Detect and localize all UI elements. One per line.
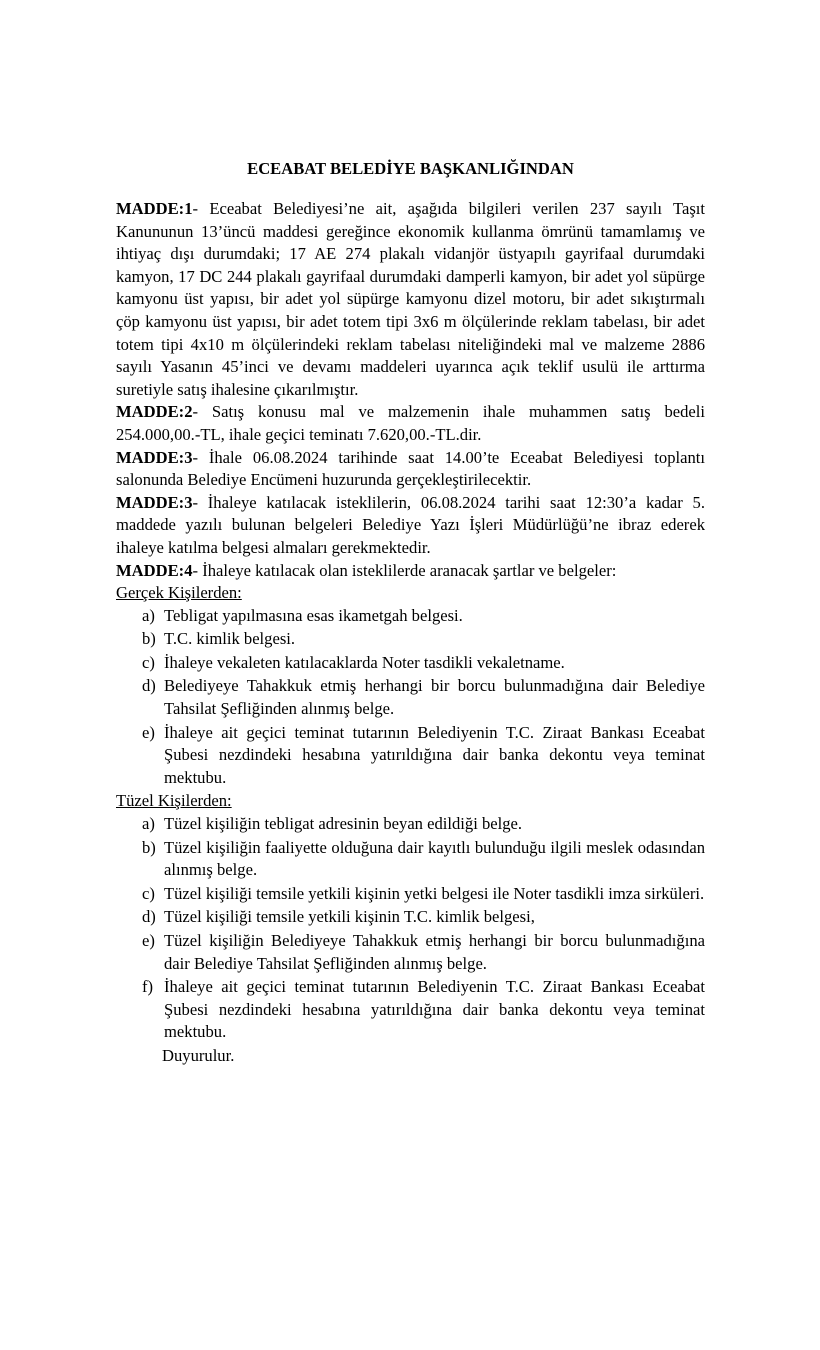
madde-1 bbox=[116, 198, 705, 401]
list-marker: b) bbox=[142, 837, 156, 857]
tuzel-kisiler-heading: Tüzel Kişilerden: bbox=[116, 791, 232, 811]
list-marker: f) bbox=[142, 977, 154, 997]
document-title: ECEABAT BELEDİYE BAŞKANLIĞINDAN bbox=[247, 159, 574, 178]
gercek-kisiler-list bbox=[116, 605, 705, 790]
list-item-text: T.C. kimlik belgesi. bbox=[164, 629, 296, 649]
list-item bbox=[116, 722, 705, 790]
madde-text: - İhaleye katılacak isteklilerin, 06.08.2024 tarihi saat 12:30’a kadar 5. maddede yazılı bulunan belgeleri Belediye Yazı İşleri Müdürlüğü’ne ibraz ederek ihaleye katılma belgesi almaları gerekmektedir. bbox=[116, 492, 705, 557]
madde-label: MADDE:2 bbox=[116, 402, 193, 422]
list-item bbox=[116, 837, 705, 882]
list-item-text: İhaleye ait geçici teminat tutarının Belediyenin T.C. Ziraat Bankası Eceabat Şubesi nezdindeki hesabına yatırıldığına dair banka dekontu veya teminat mektubu. bbox=[164, 977, 705, 1042]
list-marker: c) bbox=[142, 652, 155, 672]
list-item bbox=[116, 813, 705, 836]
list-item bbox=[116, 605, 705, 628]
list-item-text: Tüzel kişiliği temsile yetkili kişinin yetki belgesi ile Noter tasdikli imza sirküleri. bbox=[164, 883, 705, 903]
madde-label: MADDE:3 bbox=[116, 447, 193, 467]
list-item-text: İhaleye ait geçici teminat tutarının Belediyenin T.C. Ziraat Bankası Eceabat Şubesi nezdindeki hesabına yatırıldığına dair banka dekontu veya teminat mektubu. bbox=[164, 722, 705, 787]
list-item-text: Tüzel kişiliğin faaliyette olduğuna dair kayıtlı bulunduğu ilgili meslek odasından alınmış belge. bbox=[164, 837, 705, 880]
list-item bbox=[116, 652, 705, 675]
madde-text: - İhaleye katılacak olan isteklilerde aranacak şartlar ve belgeler: bbox=[192, 560, 617, 580]
madde-text: - İhale 06.08.2024 tarihinde saat 14.00’te Eceabat Belediyesi toplantı salonunda Belediye Encümeni huzurunda gerçekleştirilecektir. bbox=[116, 447, 705, 490]
document-body bbox=[116, 158, 705, 1068]
list-item-text: Tüzel kişiliğin tebligat adresinin beyan edildiği belge. bbox=[164, 814, 523, 834]
gercek-kisiler-heading: Gerçek Kişilerden: bbox=[116, 583, 242, 603]
madde-label: MADDE:4 bbox=[116, 560, 193, 580]
list-marker: a) bbox=[142, 814, 155, 834]
madde-3a bbox=[116, 447, 705, 492]
list-marker: e) bbox=[142, 722, 155, 742]
list-item-text: Tüzel kişiliği temsile yetkili kişinin T.C. kimlik belgesi, bbox=[164, 907, 535, 927]
tuzel-kisiler-list bbox=[116, 813, 705, 1044]
list-item bbox=[116, 976, 705, 1044]
list-marker: a) bbox=[142, 605, 155, 625]
closing-text: Duyurulur. bbox=[162, 1045, 235, 1065]
list-item-text: Belediyeye Tahakkuk etmiş herhangi bir borcu bulunmadığına dair Belediye Tahsilat Şefliğinden alınmış belge. bbox=[164, 676, 705, 719]
list-item-text: Tebligat yapılmasına esas ikametgah belgesi. bbox=[164, 605, 463, 625]
list-marker: b) bbox=[142, 629, 156, 649]
list-item bbox=[116, 628, 705, 651]
list-marker: e) bbox=[142, 931, 155, 950]
list-item bbox=[116, 675, 705, 720]
list-item-text: Tüzel kişiliğin Belediyeye Tahakkuk etmiş herhangi bir borcu bulunmadığına dair Belediye Tahsilat Şefliğinden alınmış belge. bbox=[164, 931, 705, 973]
list-item-text: İhaleye vekaleten katılacaklarda Noter tasdikli vekaletname. bbox=[164, 652, 565, 672]
madde-4 bbox=[116, 560, 705, 583]
madde-3b bbox=[116, 492, 705, 560]
list-marker: d) bbox=[142, 907, 156, 927]
madde-label: MADDE:1 bbox=[116, 199, 193, 218]
list-item bbox=[116, 906, 705, 929]
madde-2 bbox=[116, 401, 705, 446]
madde-text: - Eceabat Belediyesi’ne ait, aşağıda bilgileri verilen 237 sayılı Taşıt Kanununun 13’üncü maddesi gereğince ekonomik kullanma ömrünü tamamlamış ve ihtiyaç dışı durumdaki; 17 AE 274 plakalı vidanjör üstyapılı gayrifaal durumdaki kamyon, 17 DC 244 plakalı gayrifaal durumdaki damperli kamyon, bir adet yol süpürge kamyonu üst yapısı, bir adet yol süpürge kamyonu dizel motoru, bir adet sıkıştırmalı çöp kamyonu üst yapısı, bir adet totem tipi 3x6 m ölçülerinde reklam tabelası, bir adet totem tipi 4x10 m ölçülerindeki reklam tabelası niteliğindeki mal ve malzeme 2886 sayılı Yasanın 45’inci ve devamı maddeleri uyarınca açık teklif usulü ile arttırma suretiyle satış ihalesine çıkarılmıştır. bbox=[116, 199, 705, 399]
list-item bbox=[116, 883, 705, 906]
madde-label: MADDE:3 bbox=[116, 492, 193, 512]
list-marker: c) bbox=[142, 883, 155, 903]
list-marker: d) bbox=[142, 676, 156, 696]
list-item bbox=[116, 930, 705, 975]
madde-text: - Satış konusu mal ve malzemenin ihale muhammen satış bedeli 254.000,00.-TL, ihale geçici teminatı 7.620,00.-TL.dir. bbox=[116, 402, 705, 444]
